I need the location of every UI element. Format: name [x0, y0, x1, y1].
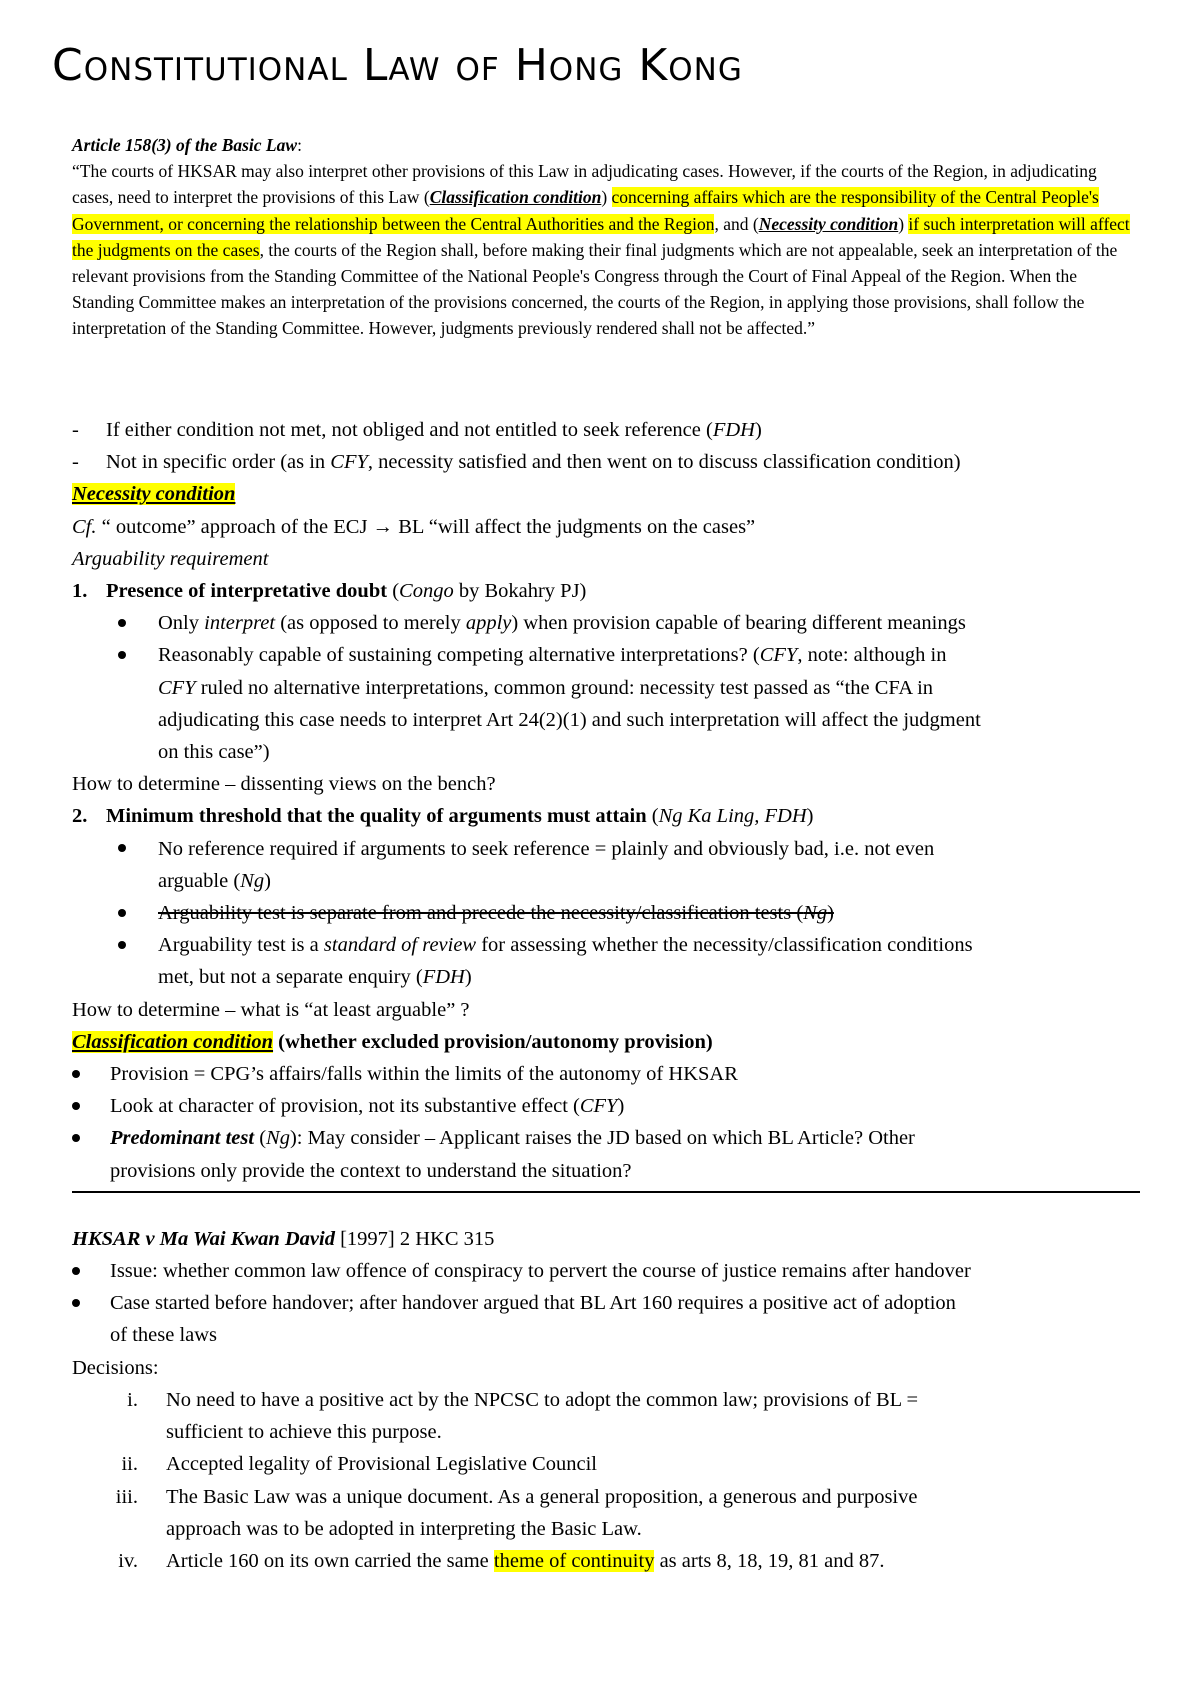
highlight-necessity: if such interpretation will affect the judgments on the cases [72, 213, 1130, 260]
classification-heading: Classification condition (whether excluded provision/autonomy provision) [72, 1030, 713, 1053]
arrow-icon: → [372, 515, 394, 538]
highlight-classification: concerning affairs which are the responsibility of the Central People's Government, or concerning the relationship between the Central Authorities and the Region [72, 187, 1099, 234]
bullet-icon [72, 1267, 80, 1275]
list-item: Look at character of provision, not its substantive effect (CFY) [72, 1090, 1152, 1122]
article-quote-block: Article 158(3) of the Basic Law: “The courts of HKSAR may also interpret other provisions of this Law in adjudicating cases. However, if the courts of the Region, in adjudicating cases, need to interpret the provisions of this Law (Classification condition) concerning affairs which are the responsibility of the Central People's Government, or concerning the relationship between the Central Authorities and the Region, and (Necessity condition) if such interpretation will affect the judgments on the cases, the courts of the Region shall, before making their final judgments which are not appealable, seek an interpretation of the relevant provisions from the Standing Committee of the National People's Congress through the Court of Final Appeal of the Region. When the Standing Committee makes an interpretation of the provisions concerned, the courts of the Region, in applying those provisions, shall follow the interpretation of the Standing Committee. However, judgments previously rendered shall not be affected.” [72, 135, 1130, 339]
quote-text: “The courts of HKSAR may also interpret other provisions of this Law in adjudicating cases. However, if the courts of the Region, in adjudicating cases, need to interpret the provisions of this Law ( [72, 161, 1097, 208]
list-item: Case started before handover; after handover argued that BL Art 160 requires a positive act of adoption of these laws [72, 1287, 1152, 1351]
bullet-icon [118, 619, 126, 627]
how-to-determine: How to determine – what is “at least arguable” ? [72, 998, 470, 1021]
classification-condition-label: Classification condition [429, 187, 602, 208]
dash-item: - If either condition not met, not obliged and not entitled to seek reference (FDH) [72, 419, 762, 441]
list-item: Reasonably capable of sustaining competing alternative interpretations? (CFY, note: although in CFY ruled no alternative interpretations, common ground: necessity test passed as “the CFA in adjudicating this case needs to interpret Art 24(2)(1) and such interpretation will affect the judgment on this case”) [72, 639, 1152, 768]
dash-item: - Not in specific order (as in CFY, necessity satisfied and then went on to discuss classification condition) [72, 451, 961, 474]
bullet-icon [72, 1102, 80, 1110]
necessity-condition-label: Necessity condition [758, 213, 899, 234]
highlight-continuity: theme of continuity [493, 1549, 655, 1572]
document-title: Constitutional Law of Hong Kong [52, 40, 743, 91]
list-item-struck: Arguability test is separate from and precede the necessity/classification tests (Ng) [72, 897, 1152, 929]
how-to-determine: How to determine – dissenting views on the bench? [72, 773, 496, 796]
numbered-item: 2. Minimum threshold that the quality of arguments must attain (Ng Ka Ling, FDH) [72, 805, 814, 828]
list-item: No reference required if arguments to seek reference = plainly and obviously bad, i.e. not even arguable (Ng) [72, 833, 1152, 897]
quote-heading: Article 158(3) of the Basic Law [72, 135, 298, 155]
bullet-icon [118, 844, 126, 852]
bullet-icon [72, 1134, 80, 1142]
list-item: Predominant test (Ng): May consider – Applicant raises the JD based on which BL Article? Other provisions only provide the context to understand the situation? [72, 1122, 1152, 1186]
cf-line: Cf. “ outcome” approach of the ECJ → BL “will affect the judgments on the cases” [72, 515, 756, 538]
decision-item: iii. The Basic Law was a unique document. As a general proposition, a generous and purposive approach was to be adopted in interpreting the Basic Law. [115, 1485, 918, 1540]
numbered-item: 1. Presence of interpretative doubt (Congo by Bokahry PJ) [72, 580, 587, 603]
necessity-heading: Necessity condition [72, 483, 236, 506]
section-divider [72, 1191, 1140, 1193]
bullet-icon [118, 651, 126, 659]
bullet-icon [118, 909, 126, 917]
decision-item: ii. Accepted legality of Provisional Legislative Council [121, 1453, 597, 1476]
arguability-heading: Arguability requirement [72, 547, 269, 570]
list-item: Only interpret (as opposed to merely apply) when provision capable of bearing different meanings [72, 607, 1152, 639]
bullet-icon [72, 1299, 80, 1307]
list-item: Provision = CPG’s affairs/falls within the limits of the autonomy of HKSAR [72, 1058, 1152, 1090]
case-title: HKSAR v Ma Wai Kwan David [1997] 2 HKC 315 [72, 1227, 495, 1250]
notes-body [72, 414, 1152, 1577]
decisions-label: Decisions: [72, 1356, 159, 1379]
list-item: Issue: whether common law offence of conspiracy to pervert the course of justice remains after handover [72, 1255, 1152, 1287]
decision-item: i. No need to have a positive act by the NPCSC to adopt the common law; provisions of BL = sufficient to achieve this purpose. [127, 1388, 919, 1444]
decision-item: iv. Article 160 on its own carried the same theme of continuity as arts 8, 18, 19, 81 and 87. [118, 1549, 885, 1572]
bullet-icon [72, 1070, 80, 1078]
list-item: Arguability test is a standard of review for assessing whether the necessity/classification conditions met, but not a separate enquiry (FDH) [72, 929, 1152, 993]
bullet-icon [118, 941, 126, 949]
